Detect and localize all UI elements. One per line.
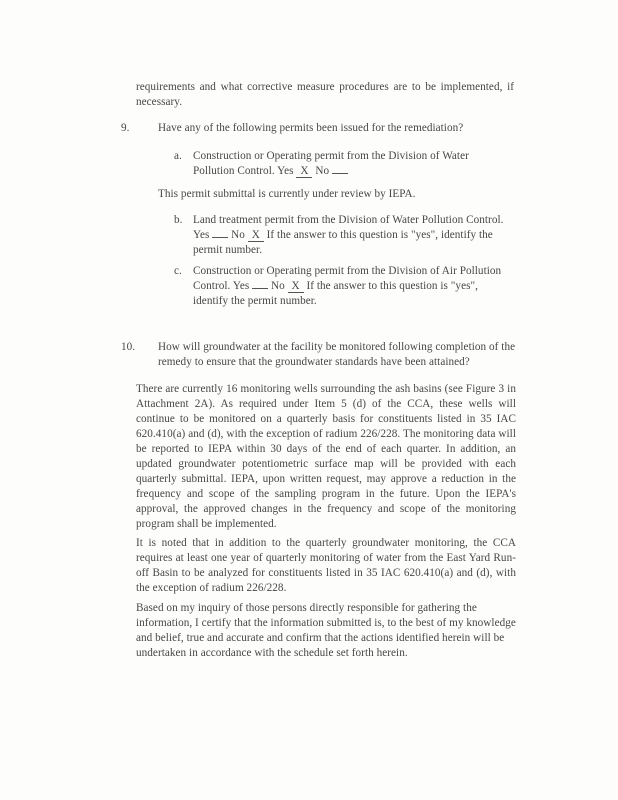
q9b-item: [193, 213, 515, 258]
q9c-item: [193, 264, 515, 309]
q9c-yes-label: Yes: [232, 280, 250, 292]
q9-question: Have any of the following permits been issued for the remediation?: [158, 122, 464, 134]
q9b-letter: b.: [174, 214, 183, 226]
intro-continuation: requirements and what corrective measure procedures are to be implemented, if necessary.: [136, 81, 514, 108]
paragraph-certification: Based on my inquiry of those persons directly responsible for gathering the information, I certify that the information submitted is, to the best of my knowledge and belief, true and accurate and confirm that the actions identified herein will be undertaken in accordance with the schedule set forth herein.: [136, 602, 516, 659]
q9b-tail: If the answer to this question is "yes", identify the permit number.: [193, 229, 493, 256]
q9c-yes-mark: [252, 288, 268, 289]
q9-number: 9.: [121, 122, 130, 134]
q9b-yes-label: Yes: [193, 229, 210, 241]
q9b-no-mark: X: [248, 229, 264, 242]
q9b-text: Land treatment permit from the Division of Water Pollution Control.: [193, 214, 504, 226]
q10-number: 10.: [121, 341, 135, 353]
q9a-no-label: No: [315, 165, 330, 177]
q9a-yes-mark: X: [296, 165, 312, 178]
q9c-control: Control.: [193, 280, 231, 292]
q9b-yes-mark: [212, 237, 228, 238]
q9a-item: [193, 149, 493, 179]
q9a-note: This permit submittal is currently under review by IEPA.: [158, 188, 416, 200]
q9a-text: Construction or Operating permit from the Division of Water Pollution Control.: [193, 150, 469, 177]
q9c-no-label: No: [270, 280, 285, 292]
q9b-no-label: No: [231, 229, 245, 241]
q9a-letter: a.: [174, 150, 182, 162]
paragraph-monitoring-wells: There are currently 16 monitoring wells surrounding the ash basins (see Figure 3 in Attachment 2A). As required under Item 5 (d) of the CCA, these wells will continue to be monitored on a quarterly basis for constituents listed in 35 IAC 620.410(a) and (d), with the exception of radium 226/228. The monitoring data will be reported to IEPA within 30 days of the end of each quarter. In addition, an updated groundwater potentiometric surface map will be provided with each quarterly submittal. IEPA, upon written request, may approve a reduction in the frequency and scope of the sampling program in the future. Upon the IEPA's approval, the approved changes in the frequency and scope of the monitoring program shall be implemented.: [136, 383, 516, 530]
q9c-letter: c.: [174, 265, 182, 277]
q9c-no-mark: X: [288, 280, 304, 293]
q9a-yes-label: Yes: [277, 165, 294, 177]
q9a-no-mark: [332, 173, 348, 174]
q10-question: How will groundwater at the facility be monitored following completion of the remedy to ensure that the groundwater standards have been attained?: [158, 341, 516, 368]
q9c-text: Construction or Operating permit from the Division of Air Pollution: [193, 265, 502, 277]
paragraph-runoff-basin: It is noted that in addition to the quarterly groundwater monitoring, the CCA requires at least one year of quarterly monitoring of water from the East Yard Run-off Basin to be analyzed for constituents listed in 35 IAC 620.410(a) and (d), with the exception of radium 226/228.: [136, 537, 516, 594]
q9c-tail: If the answer to this question is "yes", identify the permit number.: [193, 280, 478, 307]
